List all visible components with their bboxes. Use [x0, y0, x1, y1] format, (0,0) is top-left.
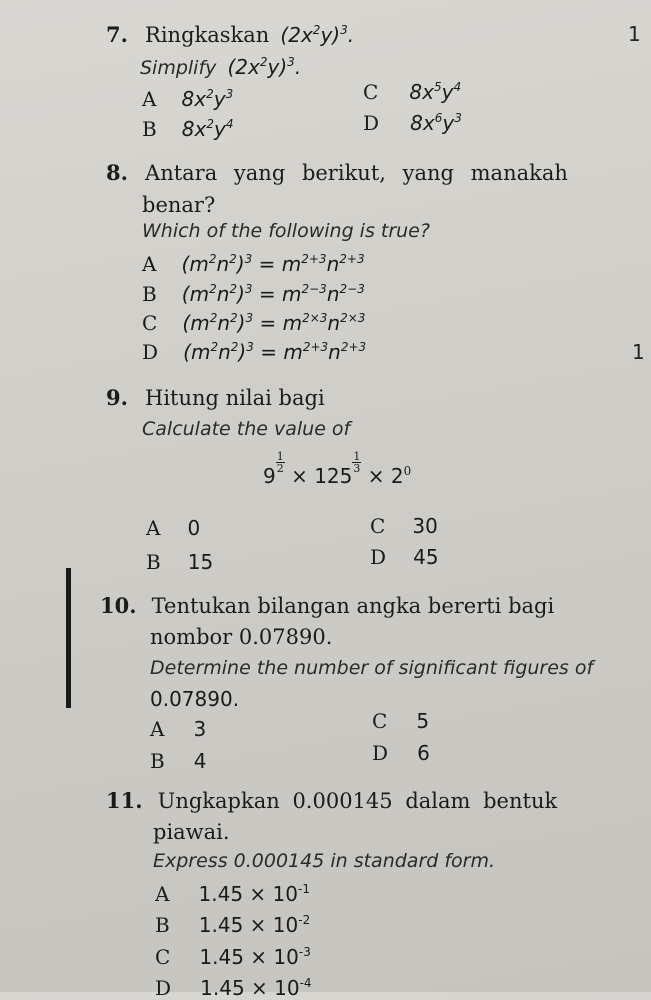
- question-text-malay: Tentukan bilangan angka bererti bagi: [151, 594, 555, 618]
- option-letter: D: [372, 741, 389, 765]
- option-letter: B: [142, 282, 157, 306]
- option-a[interactable]: A $8x^2y^3$: [142, 87, 234, 111]
- question-text-malay: Ungkapkan 0.000145 dalam bentuk: [157, 789, 558, 813]
- question-text-english-cont: 0.07890.: [150, 687, 240, 711]
- option-b[interactable]: [146, 550, 213, 574]
- question-number: 8.: [106, 160, 128, 185]
- option-c[interactable]: C $(m^2n^2)^3 = m^{2\times 3}n^{2\times 3}$: [142, 311, 366, 335]
- option-value: $1.45 \times 10^{-1}$: [198, 882, 310, 906]
- option-letter: C: [372, 709, 388, 733]
- option-a[interactable]: [146, 516, 200, 540]
- option-letter: B: [150, 749, 165, 773]
- question-text-english: Determine the number of significant figures of: [150, 657, 594, 679]
- option-letter: A: [150, 717, 165, 741]
- question-text-english: Simplify: [140, 57, 217, 79]
- option-letter: D: [155, 976, 172, 1000]
- option-value: 6: [417, 741, 430, 765]
- option-letter: C: [370, 514, 386, 538]
- option-letter: D: [142, 340, 159, 364]
- option-letter: B: [155, 913, 170, 937]
- option-letter: A: [142, 252, 157, 276]
- question-expression: 9 $\frac{1}{2}$ × 125 $\frac{1}{3}$ × $2^0$: [263, 450, 412, 488]
- option-d[interactable]: [155, 976, 312, 1000]
- option-letter: A: [146, 516, 161, 540]
- margin-number-top: 1: [628, 22, 641, 46]
- option-a[interactable]: [150, 717, 206, 741]
- option-value: 15: [187, 550, 214, 574]
- option-letter: D: [363, 111, 380, 135]
- question-text-malay: Antara yang berikut, yang manakah: [145, 161, 568, 185]
- question-expression: $(2x^2y)^3$.: [280, 23, 355, 47]
- option-c[interactable]: [370, 514, 438, 538]
- option-b[interactable]: B $8x^2y^4$: [142, 117, 234, 141]
- option-b[interactable]: B $(m^2n^2)^3 = m^{2-3}n^{2-3}$: [142, 282, 365, 306]
- question-text-malay-cont: benar?: [142, 193, 216, 217]
- option-c[interactable]: [372, 709, 429, 733]
- question-number: 7.: [106, 22, 128, 47]
- option-b[interactable]: [155, 913, 310, 937]
- option-d[interactable]: D $(m^2n^2)^3 = m^{2+3}n^{2+3}$: [142, 340, 367, 364]
- question-text-malay-cont: nombor 0.07890.: [150, 625, 333, 649]
- question-expression-english: $(2x^2y)^3$.: [227, 55, 302, 79]
- option-b[interactable]: [150, 749, 207, 773]
- option-value: $1.45 \times 10^{-2}$: [198, 913, 311, 937]
- question-text-english: Calculate the value of: [142, 418, 351, 440]
- option-letter: B: [146, 550, 161, 574]
- question-text-malay-cont: piawai.: [153, 820, 230, 844]
- option-letter: C: [155, 945, 171, 969]
- option-letter: A: [155, 882, 170, 906]
- margin-line: [66, 568, 71, 708]
- option-value: 30: [412, 514, 438, 538]
- question-number: 9.: [106, 385, 128, 410]
- option-value: 4: [193, 749, 207, 773]
- option-value: $1.45 \times 10^{-3}$: [199, 945, 311, 969]
- option-letter: B: [142, 117, 157, 141]
- option-a[interactable]: A $(m^2n^2)^3 = m^{2+3}n^{2+3}$: [142, 252, 365, 276]
- question-number: 10.: [100, 593, 137, 618]
- option-letter: C: [142, 311, 158, 335]
- option-d[interactable]: [372, 741, 430, 765]
- option-value: 0: [187, 516, 201, 540]
- question-number: 11.: [106, 788, 143, 813]
- margin-number-mid: 1: [632, 340, 645, 364]
- option-value: 5: [416, 709, 430, 733]
- question-text-english: Express 0.000145 in standard form.: [153, 850, 496, 872]
- option-a[interactable]: [155, 882, 310, 906]
- option-letter: C: [363, 80, 379, 104]
- option-value: 3: [193, 717, 207, 741]
- question-text-malay: Ringkaskan: [145, 23, 270, 47]
- option-value: 45: [413, 545, 439, 569]
- option-d[interactable]: [370, 545, 439, 569]
- question-text-malay: Hitung nilai bagi: [145, 386, 325, 410]
- option-value: $1.45 \times 10^{-4}$: [200, 976, 312, 1000]
- option-letter: A: [142, 87, 157, 111]
- question-text-english: Which of the following is true?: [142, 220, 430, 242]
- option-c[interactable]: [155, 945, 311, 969]
- option-c[interactable]: C $8x^5y^4$: [363, 80, 462, 104]
- option-d[interactable]: D $8x^6y^3$: [363, 111, 462, 135]
- option-letter: D: [370, 545, 387, 569]
